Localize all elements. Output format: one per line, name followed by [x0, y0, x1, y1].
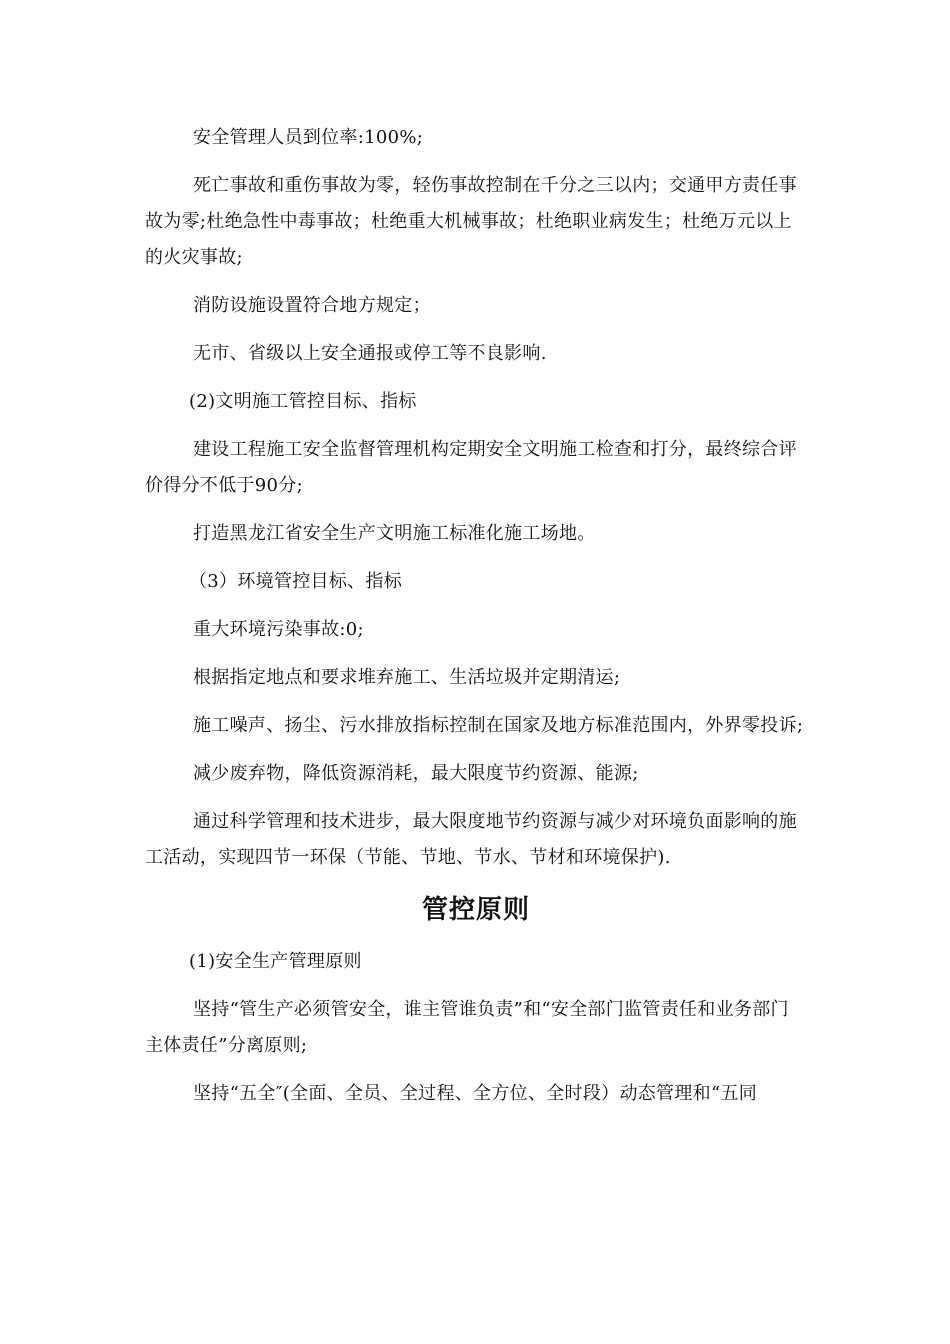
subheading-civilized-construction: (2)文明施工管控目标、指标 — [189, 391, 417, 412]
paragraph-five-all-principle: 坚持“五全″(全面、全员、全过程、全方位、全时段）动态管理和“五同 — [193, 1083, 758, 1104]
paragraph-garbage-disposal: 根据指定地点和要求堆弃施工、生活垃圾并定期清运; — [193, 667, 621, 688]
paragraph-staff-rate: 安全管理人员到位率:100%; — [193, 127, 424, 148]
paragraph-responsibility-principle: 坚持“管生产必须管安全，谁主管谁负责”和“安全部门监管责任和业务部门主体责任”分离原则; — [145, 999, 789, 1056]
paragraph-noise-dust-control: 施工噪声、扬尘、污水排放指标控制在国家及地方标准范围内，外界零投诉; — [193, 715, 804, 736]
paragraph-fire-facilities: 消防设施设置符合地方规定； — [193, 295, 431, 316]
paragraph-waste-reduction: 减少废弃物，降低资源消耗，最大限度节约资源、能源; — [193, 763, 639, 784]
paragraph-inspection-score: 建设工程施工安全监督管理机构定期安全文明施工检查和打分，最终综合评价得分不低于90分; — [145, 439, 797, 496]
paragraph-standard-site: 打造黑龙江省安全生产文明施工标准化施工场地。 — [193, 523, 596, 544]
section-heading: 管控原则 — [421, 895, 530, 925]
subheading-environment-targets: （3）环境管控目标、指标 — [189, 571, 403, 592]
paragraph-accident-targets: 死亡事故和重伤事故为零，轻伤事故控制在千分之三以内；交通甲方责任事故为零;杜绝急性中毒事故；杜绝重大机械事故；杜绝职业病发生；杜绝万元以上的火灾事故; — [145, 175, 797, 268]
paragraph-no-notices: 无市、省级以上安全通报或停工等不良影响. — [193, 343, 547, 364]
paragraph-four-savings: 通过科学管理和技术进步，最大限度地节约资源与减少对环境负面影响的施工活动，实现四节一环保（节能、节地、节水、节材和环境保护). — [145, 811, 797, 868]
document-page — [145, 120, 807, 1124]
subheading-safety-principles: (1)安全生产管理原则 — [189, 951, 362, 972]
paragraph-pollution-accidents: 重大环境污染事故:0; — [193, 619, 364, 640]
